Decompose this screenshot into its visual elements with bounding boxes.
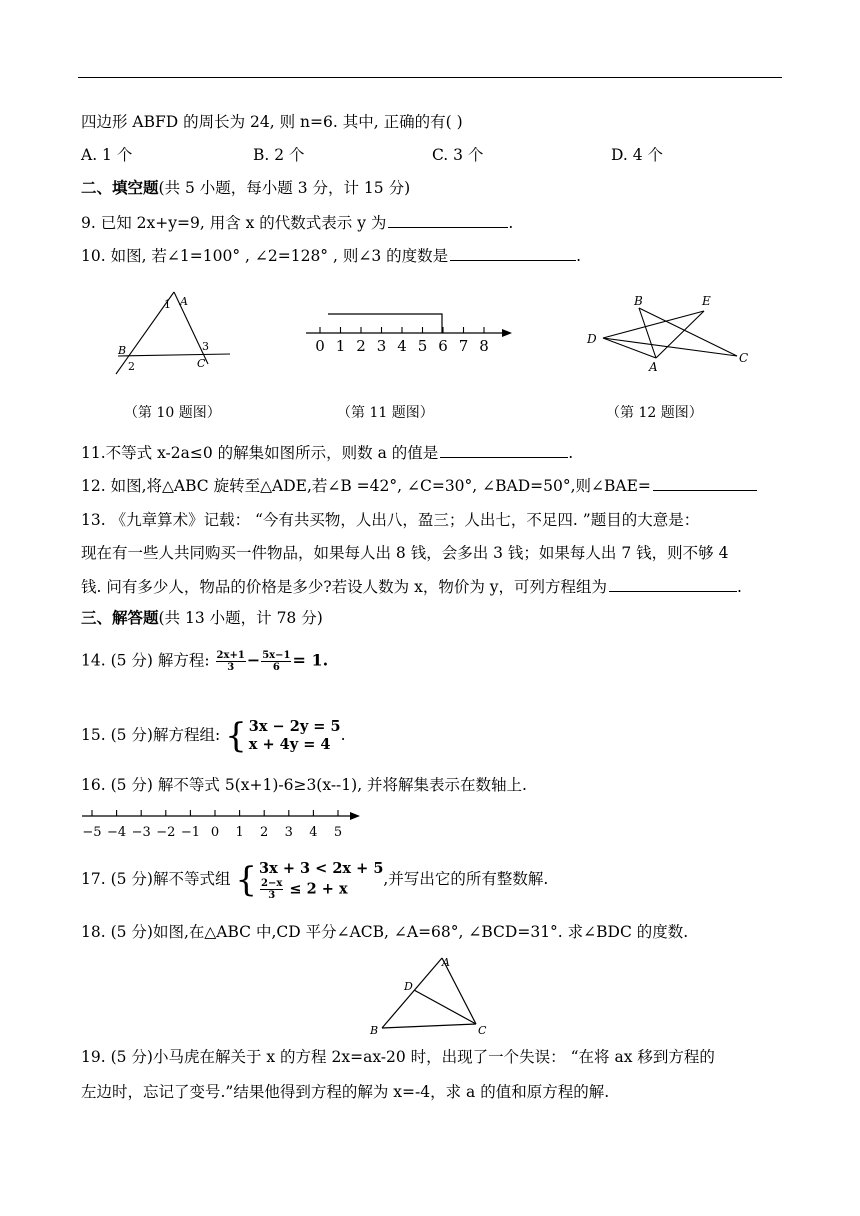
fig10-label-2: 2 — [128, 360, 135, 373]
q16-number-line — [78, 806, 364, 842]
q8-option-d: D. 4 个 — [611, 146, 664, 164]
q17-frac-num: 2−x — [261, 877, 283, 889]
figure-12 — [584, 290, 756, 376]
q17-suffix: ,并写出它的所有整数解. — [383, 870, 549, 888]
q10-text: 10. 如图, 若∠1=100° , ∠2=128° , 则∠3 的度数是 — [81, 247, 449, 265]
fig11-tick-label: 1 — [335, 337, 346, 355]
q16-tick-label: 4 — [309, 825, 318, 840]
q16-tick-label: −3 — [131, 825, 151, 840]
q19-line2: 左边时，忘记了变号.”结果他得到方程的解为 x=-4，求 a 的值和原方程的解. — [81, 1083, 610, 1101]
fig12-label-c: C — [739, 351, 749, 365]
q14-fraction-2 — [261, 650, 291, 673]
section3-title: 三、解答题 — [81, 608, 159, 627]
section3-rest: (共 13 小题，计 78 分) — [158, 609, 323, 627]
fig10-label-a: A — [180, 295, 188, 308]
q18-text: 18. (5 分)如图,在△ABC 中,CD 平分∠ACB, ∠A=68°, ∠BCD=31°. 求∠BDC 的度数. — [81, 923, 689, 941]
figure-18 — [366, 954, 498, 1036]
q9-answer-blank — [388, 212, 508, 228]
fig11-tick-label: 3 — [376, 337, 387, 355]
fig11-tick-label: 6 — [438, 337, 448, 355]
q14-f2-num: 5x−1 — [262, 650, 291, 661]
q14-f1-den: 3 — [227, 662, 235, 673]
q17-fraction — [260, 878, 283, 901]
q11-end: . — [568, 444, 574, 462]
q15-brace: { — [225, 716, 247, 756]
q15-system — [249, 718, 341, 754]
q19-line1: 19. (5 分)小马虎在解关于 x 的方程 2x=ax-20 时，出现了一个失误： “在将 ax 移到方程的 — [81, 1048, 715, 1066]
q16-tick-label: 5 — [333, 825, 343, 840]
fig12-caption: （第 12 题图） — [606, 405, 703, 421]
fig18-label-b: B — [370, 1024, 379, 1036]
q16-tick-label: −1 — [180, 825, 200, 840]
q14-minus: − — [246, 650, 261, 670]
q8-option-b: B. 2 个 — [253, 146, 305, 164]
q16-tick-label: −4 — [107, 825, 127, 840]
fig12-label-e: E — [702, 294, 711, 308]
fig11-tick-label: 2 — [356, 337, 366, 355]
q14-rhs: = 1. — [292, 650, 329, 670]
q11-answer-blank — [440, 442, 568, 458]
fig10-label-c: C — [197, 357, 206, 370]
q14-f2-den: 6 — [272, 662, 280, 673]
q15-end: . — [340, 726, 346, 744]
q16-tick-label: 1 — [235, 825, 244, 840]
q13-line1: 13. 《九章算术》记载： “今有共买物，人出八，盈三；人出七，不足四. ”题目的大意是： — [81, 511, 700, 529]
q17 — [81, 856, 548, 902]
fig11-tick-label: 0 — [315, 337, 325, 355]
fig12-label-d: D — [587, 332, 597, 346]
q12 — [81, 475, 757, 496]
q16-tick-label: 3 — [284, 825, 293, 840]
q13-line3: 钱. 问有多少人，物品的价格是多少?若设人数为 x，物价为 y，可列方程组为 — [81, 578, 608, 596]
fig12-label-a: A — [649, 360, 658, 374]
figure-10 — [104, 288, 234, 380]
q10-end: . — [576, 247, 582, 265]
fig10-label-b: B — [118, 344, 127, 357]
fig12-label-b: B — [634, 294, 643, 308]
q8-tail-line: 四边形 ABFD 的周长为 24, 则 n=6. 其中, 正确的有( ) — [81, 113, 463, 131]
section3-heading — [81, 608, 323, 628]
q10 — [81, 245, 581, 266]
fig10-label-3: 3 — [202, 340, 209, 353]
q14 — [81, 650, 328, 673]
fig11-tick-label: 4 — [397, 337, 407, 355]
q13-answer-blank — [609, 576, 737, 592]
q15-eq2: x + 4y = 4 — [248, 736, 331, 753]
q12-answer-blank — [653, 475, 757, 491]
q14-prefix: 14. (5 分) 解方程: — [81, 651, 215, 670]
q17-ineq1: 3x + 3 < 2x + 5 — [259, 859, 384, 877]
q14-fraction-1 — [216, 650, 246, 673]
fig18-label-c: C — [478, 1024, 487, 1036]
q13 — [81, 576, 742, 597]
fig11-tick-label: 7 — [458, 337, 469, 355]
fig11-caption: （第 11 题图） — [337, 405, 434, 421]
q17-system — [259, 860, 383, 901]
fig18-label-d: D — [404, 980, 413, 993]
q17-frac-den: 3 — [268, 889, 276, 901]
q16-tick-label: 2 — [260, 825, 269, 840]
q17-ineq2-rest: ≤ 2 + x — [289, 880, 348, 897]
q15-prefix: 15. (5 分)解方程组: — [81, 726, 226, 744]
fig11-tick-label: 8 — [479, 337, 489, 355]
fig11-tick-label: 5 — [417, 337, 428, 355]
q17-brace: { — [235, 860, 258, 900]
figure-11 — [296, 305, 518, 355]
header-rule — [78, 77, 782, 78]
q11 — [81, 442, 573, 463]
q9-end: . — [508, 214, 514, 232]
fig18-label-a: A — [442, 956, 450, 969]
q14-f1-num: 2x+1 — [216, 650, 245, 661]
section2-rest: (共 5 小题，每小题 3 分，计 15 分) — [158, 179, 411, 197]
section2-heading — [81, 178, 410, 198]
q16-tick-label: −5 — [82, 825, 102, 840]
q8-option-a: A. 1 个 — [81, 146, 133, 164]
q10-answer-blank — [450, 245, 576, 261]
q16-text: 16. (5 分) 解不等式 5(x+1)-6≥3(x--1), 并将解集表示在数轴上. — [81, 776, 527, 794]
q15-eq1: 3x − 2y = 5 — [248, 718, 341, 735]
q9-text: 9. 已知 2x+y=9, 用含 x 的代数式表示 y 为 — [81, 214, 387, 232]
q16-tick-label: −2 — [156, 825, 176, 840]
q15 — [81, 716, 346, 754]
q9 — [81, 212, 513, 233]
q11-text: 11.不等式 x-2a≤0 的解集如图所示，则数 a 的值是 — [81, 444, 439, 462]
section2-title: 二、填空题 — [81, 178, 159, 197]
q13-end: . — [737, 578, 742, 596]
q16-tick-label: 0 — [210, 825, 220, 840]
q12-text: 12. 如图,将△ABC 旋转至△ADE,若∠B =42°, ∠C=30°, ∠BAD=50°,则∠BAE= — [81, 477, 651, 495]
q13-line2: 现在有一些人共同购买一件物品，如果每人出 8 钱，会多出 3 钱；如果每人出 7 钱，则不够 4 — [81, 544, 729, 562]
fig10-label-1: 1 — [164, 298, 171, 311]
fig10-caption: （第 10 题图） — [124, 405, 221, 421]
q17-prefix: 17. (5 分)解不等式组 — [81, 870, 236, 888]
q8-option-c: C. 3 个 — [432, 146, 484, 164]
